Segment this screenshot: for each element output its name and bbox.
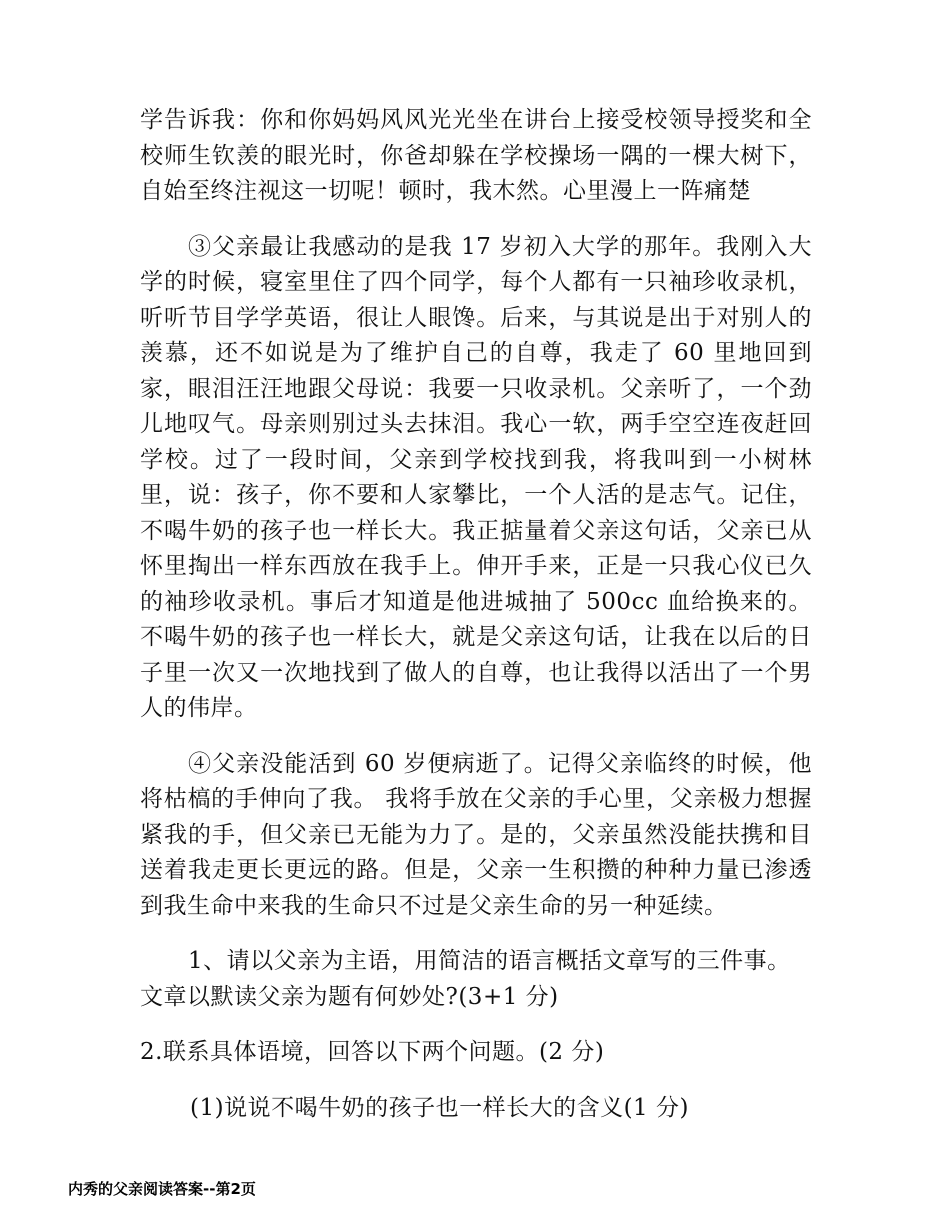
question-2: 2.联系具体语境，回答以下两个问题。(2 分): [140, 1039, 605, 1065]
paragraph-4: ④父亲没能活到 60 岁便病逝了。记得父亲临终的时候，他将枯槁的手伸向了我。 我将手放在父亲的手心里，父亲极力想握紧我的手，但父亲已无能为力了。是的，父亲虽然没能扶携和目送着我走更长更远的路。但是，父亲一生积攒的种种力量已渗透到我生命中来我的生命只不过是父亲生命的另一种延续。: [140, 750, 812, 919]
paragraph-3: ③父亲最让我感动的是我 17 岁初入大学的那年。我刚入大学的时候，寝室里住了四个同学，每个人都有一只袖珍收录机，听听节目学学英语，很让人眼馋。后来，与其说是出于对别人的羡慕，还不如说是为了维护自己的自尊，我走了 60 里地回到家，眼泪汪汪地跟父母说：我要一只收录机。父亲听了，一个劲儿地叹气。母亲则别过头去抹泪。我心一软，两手空空连夜赶回学校。过了一段时间，父亲到学校找到我，将我叫到一小树林里，说：孩子，你不要和人家攀比，一个人活的是志气。记住，不喝牛奶的孩子也一样长大。我正掂量着父亲这句话，父亲已从怀里掏出一样东西放在我手上。伸开手来，正是一只我心仪已久的袖珍收录机。事后才知道是他进城抽了 500cc 血给换来的。不喝牛奶的孩子也一样长大，就是父亲这句话，让我在以后的日子里一次又一次地找到了做人的自尊，也让我得以活出了一个男人的伟岸。: [140, 233, 812, 721]
question-1: 1、请以父亲为主语，用简洁的语言概括文章写的三件事。文章以默读父亲为题有何妙处?(3+1 分): [140, 948, 791, 1010]
page-footer: 内秀的父亲阅读答案--第2页: [68, 1180, 256, 1198]
question-2-part-1: (1)说说不喝牛奶的孩子也一样长大的含义(1 分): [190, 1094, 689, 1121]
paragraph-continued: 学告诉我：你和你妈妈风风光光坐在讲台上接受校领导授奖和全校师生钦羡的眼光时，你爸却躲在学校操场一隅的一棵大树下，自始至终注视这一切呢！顿时，我木然。心里漫上一阵痛楚: [140, 107, 812, 204]
document-body: [140, 103, 812, 1146]
